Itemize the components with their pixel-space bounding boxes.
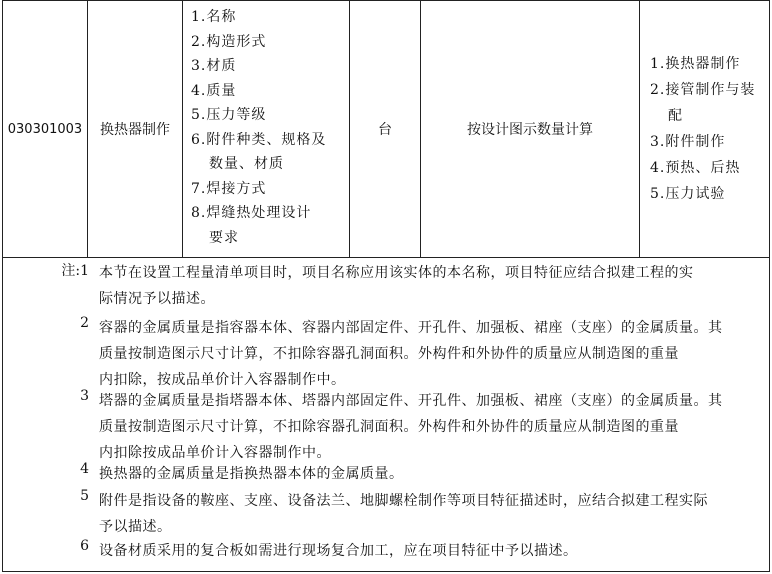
unit-cell: 台 — [350, 1, 421, 258]
work-line: 配 — [668, 108, 683, 124]
work-line: 1.换热器制作 — [650, 56, 741, 72]
note-number: 3 — [80, 388, 89, 404]
feature-line: 5.压力等级 — [191, 107, 267, 123]
feature-line: 7.焊接方式 — [191, 180, 267, 197]
table-row — [3, 1, 770, 258]
note-line: 内扣除按成品单价计入容器制作中。 — [99, 445, 331, 461]
work-line: 3.附件制作 — [650, 134, 726, 150]
feature-line: 4.质量 — [191, 82, 237, 99]
project-code-cell: 030301003 — [3, 1, 88, 258]
note-number: 6 — [80, 538, 89, 554]
feature-line: 6.附件种类、规格及 — [191, 131, 327, 148]
note-line: 予以描述。 — [99, 519, 172, 535]
work-line: 2.接管制作与装 — [650, 82, 756, 98]
feature-line: 2.构造形式 — [191, 33, 267, 50]
note-line: 际情况予以描述。 — [99, 291, 215, 307]
note-number: 1 — [80, 263, 89, 279]
note-number: 4 — [80, 461, 89, 477]
feature-line: 1.名称 — [191, 9, 237, 25]
note-line: 换热器的金属质量是指换热器本体的金属质量。 — [99, 466, 404, 482]
note-number: 5 — [80, 488, 89, 504]
notes-prefix: 注: — [61, 263, 81, 279]
note-line: 设备材质采用的复合板如需进行现场复合加工，应在项目特征中予以描述。 — [99, 543, 578, 559]
note-line: 本节在设置工程量清单项目时，项目名称应用该实体的本名称，项目特征应结合拟建工程的实 — [99, 265, 694, 281]
feature-line: 8.焊缝热处理设计 — [191, 205, 312, 221]
note-line: 质量按制造图示尺寸计算，不扣除容器孔洞面积。外构件和外协件的质量应从制造图的重量 — [99, 346, 679, 362]
work-content-cell — [640, 1, 770, 258]
note-line: 质量按制造图示尺寸计算，不扣除容器孔洞面积。外构件和外协件的质量应从制造图的重量 — [99, 419, 679, 435]
spec-table — [2, 0, 770, 258]
note-line: 容器的金属质量是指容器本体、容器内部固定件、开孔件、加强板、裙座（支座）的金属质量。其 — [99, 320, 723, 336]
feature-line: 数量、材质 — [209, 156, 284, 172]
project-name-cell: 换热器制作 — [88, 1, 183, 258]
project-features-cell — [183, 1, 350, 258]
note-number: 2 — [80, 315, 89, 331]
note-line: 附件是指设备的鞍座、支座、设备法兰、地脚螺栓制作等项目特征描述时，应结合拟建工程实际 — [99, 493, 708, 509]
feature-line: 要求 — [209, 229, 239, 246]
work-line: 5.压力试验 — [650, 186, 726, 202]
notes-section — [2, 258, 770, 572]
work-line: 4.预热、后热 — [650, 160, 741, 176]
note-line: 内扣除，按成品单价计入容器制作中。 — [99, 372, 346, 388]
feature-line: 3.材质 — [191, 58, 237, 74]
note-line: 塔器的金属质量是指塔器本体、塔器内部固定件、开孔件、加强板、裙座（支座）的金属质量。其 — [99, 393, 723, 409]
quantity-rule-cell: 按设计图示数量计算 — [421, 1, 640, 258]
